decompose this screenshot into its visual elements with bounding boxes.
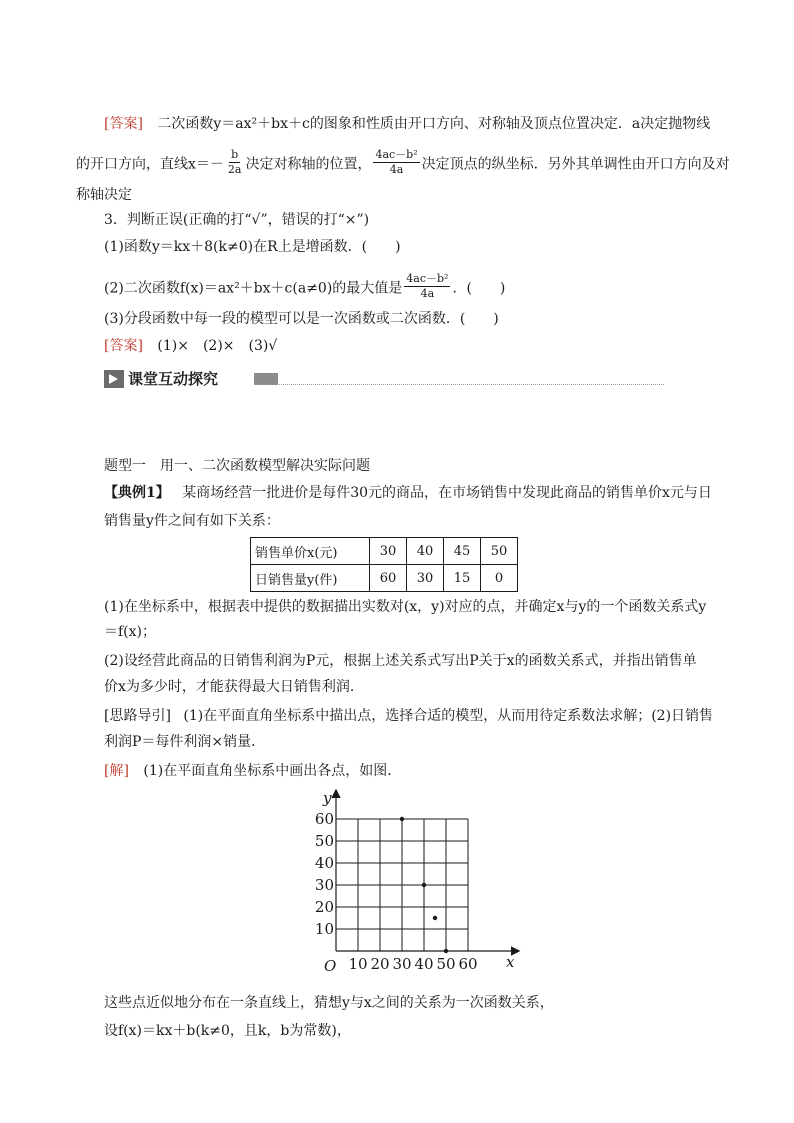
- fraction-max-value: [404, 272, 450, 301]
- banner-divider: [254, 384, 664, 385]
- item-2-text: (2)二次函数f(x)＝ax²＋bx＋c(a≠0)的最大值是: [104, 280, 403, 297]
- fraction-b-over-2a: [226, 148, 244, 177]
- x-tick-label: 30: [392, 955, 412, 973]
- arrow-icon: [104, 370, 124, 388]
- answer-line-3: 称轴决定: [76, 187, 132, 203]
- y-tick-label: 40: [314, 854, 334, 872]
- answer-tag: [答案]: [104, 338, 143, 354]
- table-cell: 30: [370, 538, 407, 565]
- table-cell: 0: [481, 565, 518, 592]
- solution-line-3: 设f(x)＝kx＋b(k≠0，且k，b为常数)，: [104, 1023, 351, 1039]
- table-row: [251, 538, 518, 565]
- x-tick-label: 50: [436, 955, 456, 973]
- question-3-item-2: [104, 274, 505, 303]
- table-cell: 50: [481, 538, 518, 565]
- table-cell: 45: [444, 538, 481, 565]
- part-1-line-2: ＝f(x)；: [104, 624, 157, 640]
- section-banner: [104, 369, 664, 389]
- guide-tag: [思路导引]: [104, 708, 171, 724]
- question-3-title: 3．判断正误(正确的打“√”，错误的打“×”): [104, 212, 370, 228]
- answer-text-2b: 决定对称轴的位置，: [245, 156, 372, 173]
- solution-line-1: [104, 762, 401, 780]
- question-3-answer: [104, 337, 277, 355]
- answer-line-2: [76, 150, 730, 179]
- table-cell: 40: [407, 538, 444, 565]
- x-axis-label: x: [506, 953, 515, 971]
- x-tick-label: 10: [348, 955, 368, 973]
- fraction-numerator: 4ac－b²: [375, 148, 418, 161]
- section-title: 课堂互动探究: [128, 370, 219, 388]
- answer-tag: [答案]: [104, 116, 143, 132]
- topic-heading: 题型一 用一、二次函数模型解决实际问题: [104, 458, 370, 474]
- solution-text-1: (1)在平面直角坐标系中画出各点，如图．: [143, 763, 402, 779]
- example-line-1: [104, 484, 712, 502]
- fraction-numerator: b: [231, 148, 239, 161]
- y-tick-label: 20: [314, 898, 334, 916]
- example-line-2: 销售量y件之间有如下关系：: [104, 513, 280, 529]
- y-tick-label: 50: [314, 832, 334, 850]
- table-cell: 30: [407, 565, 444, 592]
- table-cell: 60: [370, 565, 407, 592]
- fraction-numerator: 4ac－b²: [406, 272, 449, 285]
- answer-line-1: [104, 115, 710, 133]
- origin-label: O: [324, 957, 337, 975]
- table-cell: 15: [444, 565, 481, 592]
- solution-tag: [解]: [104, 763, 129, 779]
- scatter-chart: [312, 785, 528, 975]
- answer-text-2a: 的开口方向，直线x＝－: [76, 156, 224, 173]
- answer-text-1: 二次函数y＝ax²＋bx＋c的图象和性质由开口方向、对称轴及顶点位置决定．a决定抛物线: [157, 116, 711, 132]
- data-point: [444, 949, 448, 953]
- table-header-price: 销售单价x(元): [251, 538, 370, 565]
- y-axis-label: y: [323, 789, 332, 807]
- chart-ticks: [315, 810, 478, 973]
- guide-text-1: (1)在平面直角坐标系中描出点，选择合适的模型，从而用待定系数法求解；(2)日销售: [183, 708, 714, 724]
- part-2-line-1: (2)设经营此商品的日销售利润为P元，根据上述关系式写出P关于x的函数关系式，并指出销售单: [104, 653, 697, 669]
- part-2-line-2: 价x为多少时，才能获得最大日销售利润．: [104, 679, 364, 695]
- part-1-line-1: (1)在坐标系中，根据表中提供的数据描出实数对(x，y)对应的点，并确定x与y的一个函数关系式y: [104, 599, 707, 615]
- answer-text-2c: 决定顶点的纵坐标．另外其单调性由开口方向及对: [421, 156, 730, 173]
- example-text-1: 某商场经营一批进价是每件30元的商品，在市场销售中发现此商品的销售单价x元与日: [182, 485, 712, 501]
- x-tick-label: 20: [370, 955, 390, 973]
- table-row: [251, 565, 518, 592]
- data-point: [433, 916, 437, 920]
- guide-line-1: [104, 707, 713, 725]
- y-tick-label: 60: [314, 810, 334, 828]
- fraction-vertex: [373, 148, 419, 177]
- price-sales-table: [250, 537, 518, 592]
- x-tick-label: 40: [414, 955, 434, 973]
- data-point: [400, 817, 404, 821]
- chart-grid: [336, 819, 468, 951]
- question-3-item-3: (3)分段函数中每一段的模型可以是一次函数或二次函数．( ): [104, 311, 499, 327]
- y-tick-label: 30: [314, 876, 334, 894]
- fraction-denominator: 4a: [420, 287, 435, 300]
- item-2-tail: ．( ): [452, 280, 506, 297]
- fraction-denominator: 4a: [389, 163, 404, 176]
- x-tick-label: 60: [458, 955, 478, 973]
- answer-values: (1)× (2)× (3)√: [157, 338, 278, 354]
- y-tick-label: 10: [314, 920, 334, 938]
- fraction-denominator: 2a: [227, 163, 242, 176]
- question-3-item-1: (1)函数y＝kx＋8(k≠0)在R上是增函数．( ): [104, 239, 401, 255]
- example-tag: 【典例1】: [104, 485, 170, 501]
- data-point: [422, 883, 426, 887]
- solution-line-2: 这些点近似地分布在一条直线上，猜想y与x之间的关系为一次函数关系，: [104, 995, 554, 1011]
- guide-line-2: 利润P＝每件利润×销量．: [104, 734, 266, 750]
- table-header-sales: 日销售量y(件): [251, 565, 370, 592]
